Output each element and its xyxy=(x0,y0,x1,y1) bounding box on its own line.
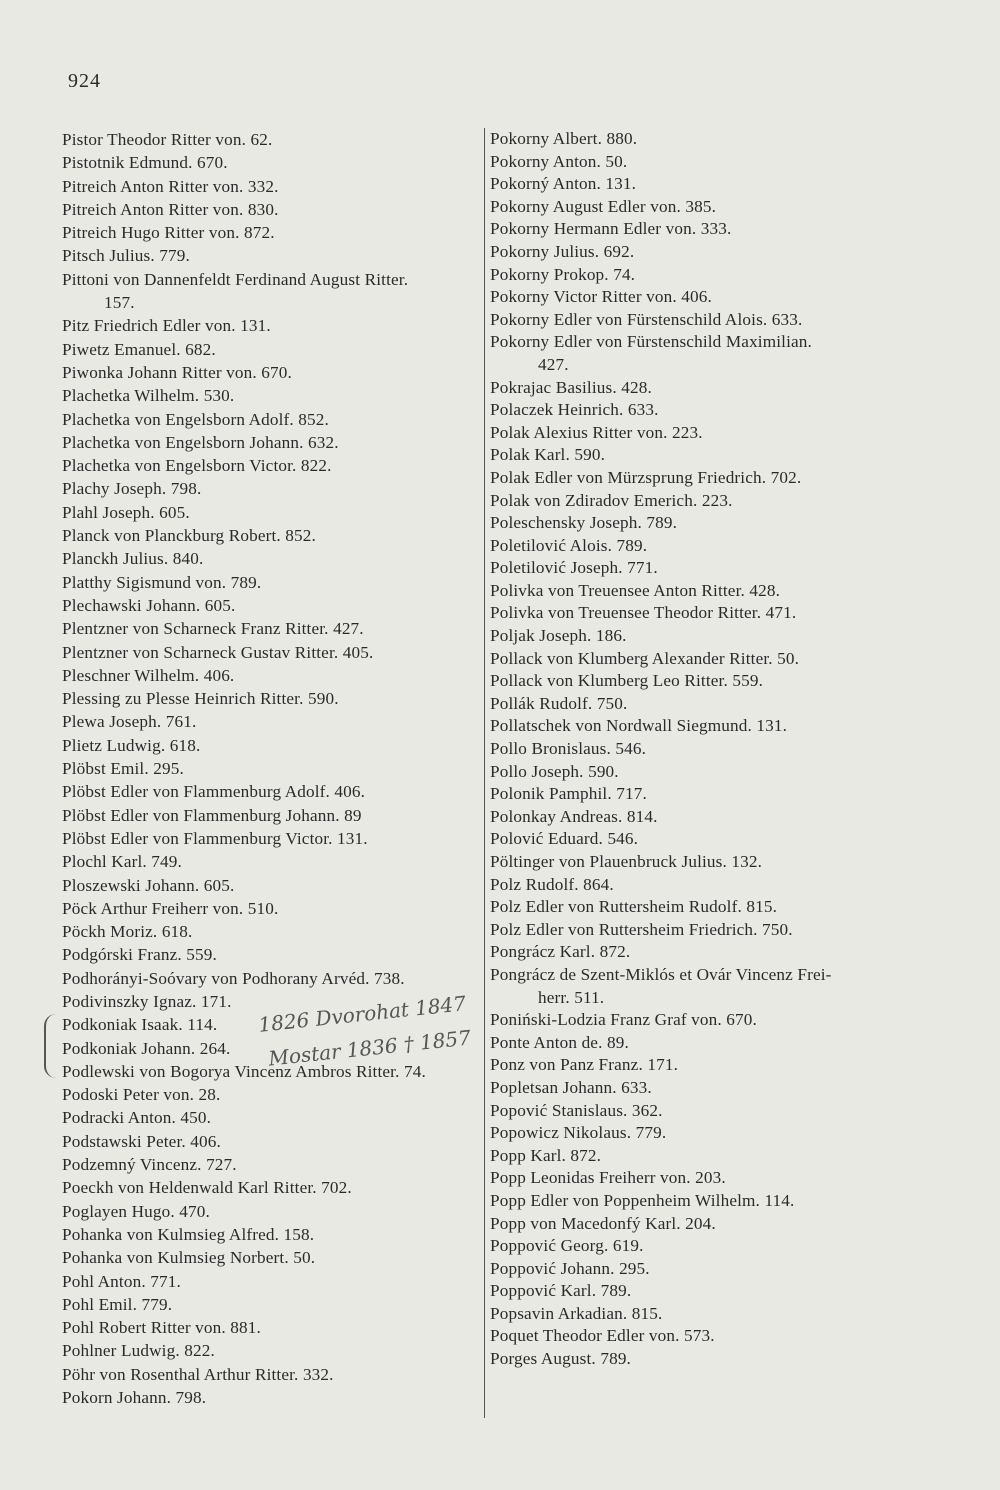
handwritten-bracket xyxy=(44,1014,60,1078)
index-entry: Pongrácz Karl. 872. xyxy=(490,942,631,962)
index-entry: Popp von Macedonfý Karl. 204. xyxy=(490,1213,716,1233)
index-entry: Platthy Sigismund von. 789. xyxy=(62,572,262,592)
index-entry: Pöck Arthur Freiherr von. 510. xyxy=(62,898,279,918)
index-entry: Polonkay Andreas. 814. xyxy=(490,806,658,826)
index-entry: Podkoniak Johann. 264. xyxy=(62,1038,231,1058)
index-entry: Pitreich Anton Ritter von. 830. xyxy=(62,199,279,219)
index-entry: Podivinszky Ignaz. 171. xyxy=(62,991,232,1011)
index-entry: Plöbst Edler von Flammenburg Johann. 89 xyxy=(62,805,362,825)
index-entry: Poglayen Hugo. 470. xyxy=(62,1201,210,1221)
index-entry: Pöltinger von Plauenbruck Julius. 132. xyxy=(490,852,763,871)
index-entry: Pitsch Julius. 779. xyxy=(62,246,190,266)
index-entry: Popowicz Nikolaus. 779. xyxy=(490,1123,667,1143)
index-entry: Pohanka von Kulmsieg Alfred. 158. xyxy=(62,1224,315,1244)
index-column-right xyxy=(490,128,930,1371)
index-entry: Polak von Zdiradov Emerich. 223. xyxy=(490,490,733,510)
index-entry: Ponz von Panz Franz. 171. xyxy=(490,1055,679,1075)
index-entry: Poletilović Alois. 789. xyxy=(490,535,648,555)
index-entry: Pollo Joseph. 590. xyxy=(490,761,619,781)
index-entry: Plachetka von Engelsborn Victor. 822. xyxy=(62,456,332,476)
handwritten-note: Mostar 1836 † 1857 xyxy=(267,1025,472,1071)
index-entry: Podracki Anton. 450. xyxy=(62,1108,212,1128)
index-entry: Pokorny Albert. 880. xyxy=(490,129,638,148)
index-entry: Poppović Georg. 619. xyxy=(490,1236,644,1256)
index-entry: Popletsan Johann. 633. xyxy=(490,1077,652,1097)
index-entry: Pokorn Johann. 798. xyxy=(62,1388,207,1408)
index-entry: Podoski Peter von. 28. xyxy=(62,1085,221,1105)
index-entry: Polz Edler von Ruttersheim Rudolf. 815. xyxy=(490,897,778,917)
index-entry: Polivka von Treuensee Anton Ritter. 428. xyxy=(490,580,781,600)
index-entry: Plechawski Johann. 605. xyxy=(62,595,236,615)
index-entry: Popsavin Arkadian. 815. xyxy=(490,1303,663,1323)
index-entry: Plachetka von Engelsborn Johann. 632. xyxy=(62,432,339,452)
index-entry: Popović Stanislaus. 362. xyxy=(490,1100,663,1120)
index-entry: Pokorny Anton. 50. xyxy=(490,151,628,171)
index-entry: Poquet Theodor Edler von. 573. xyxy=(490,1326,715,1346)
index-entry: Pollack von Klumberg Leo Ritter. 559. xyxy=(490,671,764,691)
index-entry: Pöckh Moriz. 618. xyxy=(62,922,193,942)
index-entry: Podzemný Vincenz. 727. xyxy=(62,1155,237,1175)
index-entry: Pokorny August Edler von. 385. xyxy=(490,196,717,216)
index-entry: Plachetka Wilhelm. 530. xyxy=(62,386,235,406)
index-entry: Pokorny Edler von Fürstenschild Maximilian. xyxy=(490,332,813,352)
index-entry: Podhorányi-Soóvary von Podhorany Arvéd. 738. xyxy=(62,968,405,988)
index-entry: Planck von Planckburg Robert. 852. xyxy=(62,526,316,546)
index-entry: Piwetz Emanuel. 682. xyxy=(62,339,216,359)
index-entry: Polivka von Treuensee Theodor Ritter. 471. xyxy=(490,603,797,623)
page-number: 924 xyxy=(68,70,101,92)
index-entry: Pohl Anton. 771. xyxy=(62,1271,181,1291)
index-entry: Pohlner Ludwig. 822. xyxy=(62,1341,215,1361)
index-entry: Ponte Anton de. 89. xyxy=(490,1032,629,1052)
index-entry: Pollack von Klumberg Alexander Ritter. 50. xyxy=(490,648,800,668)
index-entry: Pollatschek von Nordwall Siegmund. 131. xyxy=(490,716,788,736)
index-entry: Piwonka Johann Ritter von. 670. xyxy=(62,362,292,382)
index-entry: Pokorny Hermann Edler von. 333. xyxy=(490,219,732,239)
index-entry: Plachy Joseph. 798. xyxy=(62,479,202,499)
index-entry: Pokorny Edler von Fürstenschild Alois. 633. xyxy=(490,309,803,329)
handwritten-note: 1826 Dvorohat 1847 xyxy=(257,991,468,1037)
index-entry: Podlewski von Bogorya Vincenz Ambros Ritter. 74. xyxy=(62,1061,426,1081)
index-column-left xyxy=(62,128,482,1409)
index-entry: Pohanka von Kulmsieg Norbert. 50. xyxy=(62,1248,316,1268)
index-entry: Plöbst Emil. 295. xyxy=(62,759,184,779)
index-entry: Pokorny Prokop. 74. xyxy=(490,264,636,284)
index-entry: 157. xyxy=(104,293,135,313)
index-entry: Pitreich Anton Ritter von. 332. xyxy=(62,176,279,196)
index-entry: Polz Rudolf. 864. xyxy=(490,874,614,894)
index-entry: herr. 511. xyxy=(538,987,605,1007)
index-entry: Popp Leonidas Freiherr von. 203. xyxy=(490,1168,726,1188)
index-entry: Pohl Emil. 779. xyxy=(62,1294,173,1314)
index-entry: Pokrajac Basilius. 428. xyxy=(490,377,652,397)
index-entry: Pollo Bronislaus. 546. xyxy=(490,739,647,759)
index-entry: Pistor Theodor Ritter von. 62. xyxy=(62,130,273,149)
index-entry: Plöbst Edler von Flammenburg Adolf. 406. xyxy=(62,782,366,802)
index-entry: Pokorny Victor Ritter von. 406. xyxy=(490,287,712,307)
index-entry: Plochl Karl. 749. xyxy=(62,852,182,872)
index-entry: Polonik Pamphil. 717. xyxy=(490,784,647,804)
index-entry: Pleschner Wilhelm. 406. xyxy=(62,665,235,685)
index-entry: Plessing zu Plesse Heinrich Ritter. 590. xyxy=(62,689,339,709)
index-entry: Planckh Julius. 840. xyxy=(62,549,204,569)
index-entry: Polz Edler von Ruttersheim Friedrich. 750. xyxy=(490,919,793,939)
index-entry: Poppović Johann. 295. xyxy=(490,1258,650,1278)
index-entry: Plachetka von Engelsborn Adolf. 852. xyxy=(62,409,329,429)
index-entry: Poeckh von Heldenwald Karl Ritter. 702. xyxy=(62,1178,352,1198)
index-entry: Ploszewski Johann. 605. xyxy=(62,875,235,895)
index-entry: Polak Edler von Mürzsprung Friedrich. 702. xyxy=(490,467,802,487)
index-entry: Polak Alexius Ritter von. 223. xyxy=(490,422,703,442)
index-entry: Plentzner von Scharneck Franz Ritter. 427. xyxy=(62,619,364,639)
index-entry: Pittoni von Dannenfeldt Ferdinand August Ritter. xyxy=(62,269,409,289)
index-entry: Podkoniak Isaak. 114. xyxy=(62,1015,218,1035)
index-entry: Pokorny Julius. 692. xyxy=(490,241,635,261)
index-entry: Poljak Joseph. 186. xyxy=(490,626,627,646)
index-entry: Poniński-Lodzia Franz Graf von. 670. xyxy=(490,1010,757,1030)
index-entry: Plahl Joseph. 605. xyxy=(62,502,190,522)
index-entry: Popp Edler von Poppenheim Wilhelm. 114. xyxy=(490,1190,795,1210)
index-entry: Pokorný Anton. 131. xyxy=(490,174,637,194)
index-entry: Poletilović Joseph. 771. xyxy=(490,558,658,578)
index-entry: Plewa Joseph. 761. xyxy=(62,712,197,732)
index-entry: Polaczek Heinrich. 633. xyxy=(490,400,659,420)
index-entry: Pitz Friedrich Edler von. 131. xyxy=(62,316,271,336)
index-entry: Plietz Ludwig. 618. xyxy=(62,735,201,755)
index-entry: Pongrácz de Szent-Miklós et Ovár Vincenz Frei- xyxy=(490,964,832,984)
index-entry: Pistotnik Edmund. 670. xyxy=(62,153,228,173)
index-entry: Pollák Rudolf. 750. xyxy=(490,693,628,713)
index-entry: Plentzner von Scharneck Gustav Ritter. 405. xyxy=(62,642,374,662)
index-entry: Poleschensky Joseph. 789. xyxy=(490,513,678,533)
index-entry: Pohl Robert Ritter von. 881. xyxy=(62,1318,261,1338)
column-divider xyxy=(484,128,485,1418)
index-entry: Popp Karl. 872. xyxy=(490,1145,602,1165)
index-entry: Polak Karl. 590. xyxy=(490,445,606,465)
index-entry: Poppović Karl. 789. xyxy=(490,1281,632,1301)
index-entry: Porges August. 789. xyxy=(490,1349,632,1369)
index-entry: 427. xyxy=(538,354,569,374)
index-entry: Pitreich Hugo Ritter von. 872. xyxy=(62,223,275,243)
index-entry: Podstawski Peter. 406. xyxy=(62,1131,221,1151)
index-entry: Plöbst Edler von Flammenburg Victor. 131. xyxy=(62,828,368,848)
index-entry: Pöhr von Rosenthal Arthur Ritter. 332. xyxy=(62,1364,334,1384)
index-entry: Podgórski Franz. 559. xyxy=(62,945,217,965)
index-entry: Polović Eduard. 546. xyxy=(490,829,639,849)
